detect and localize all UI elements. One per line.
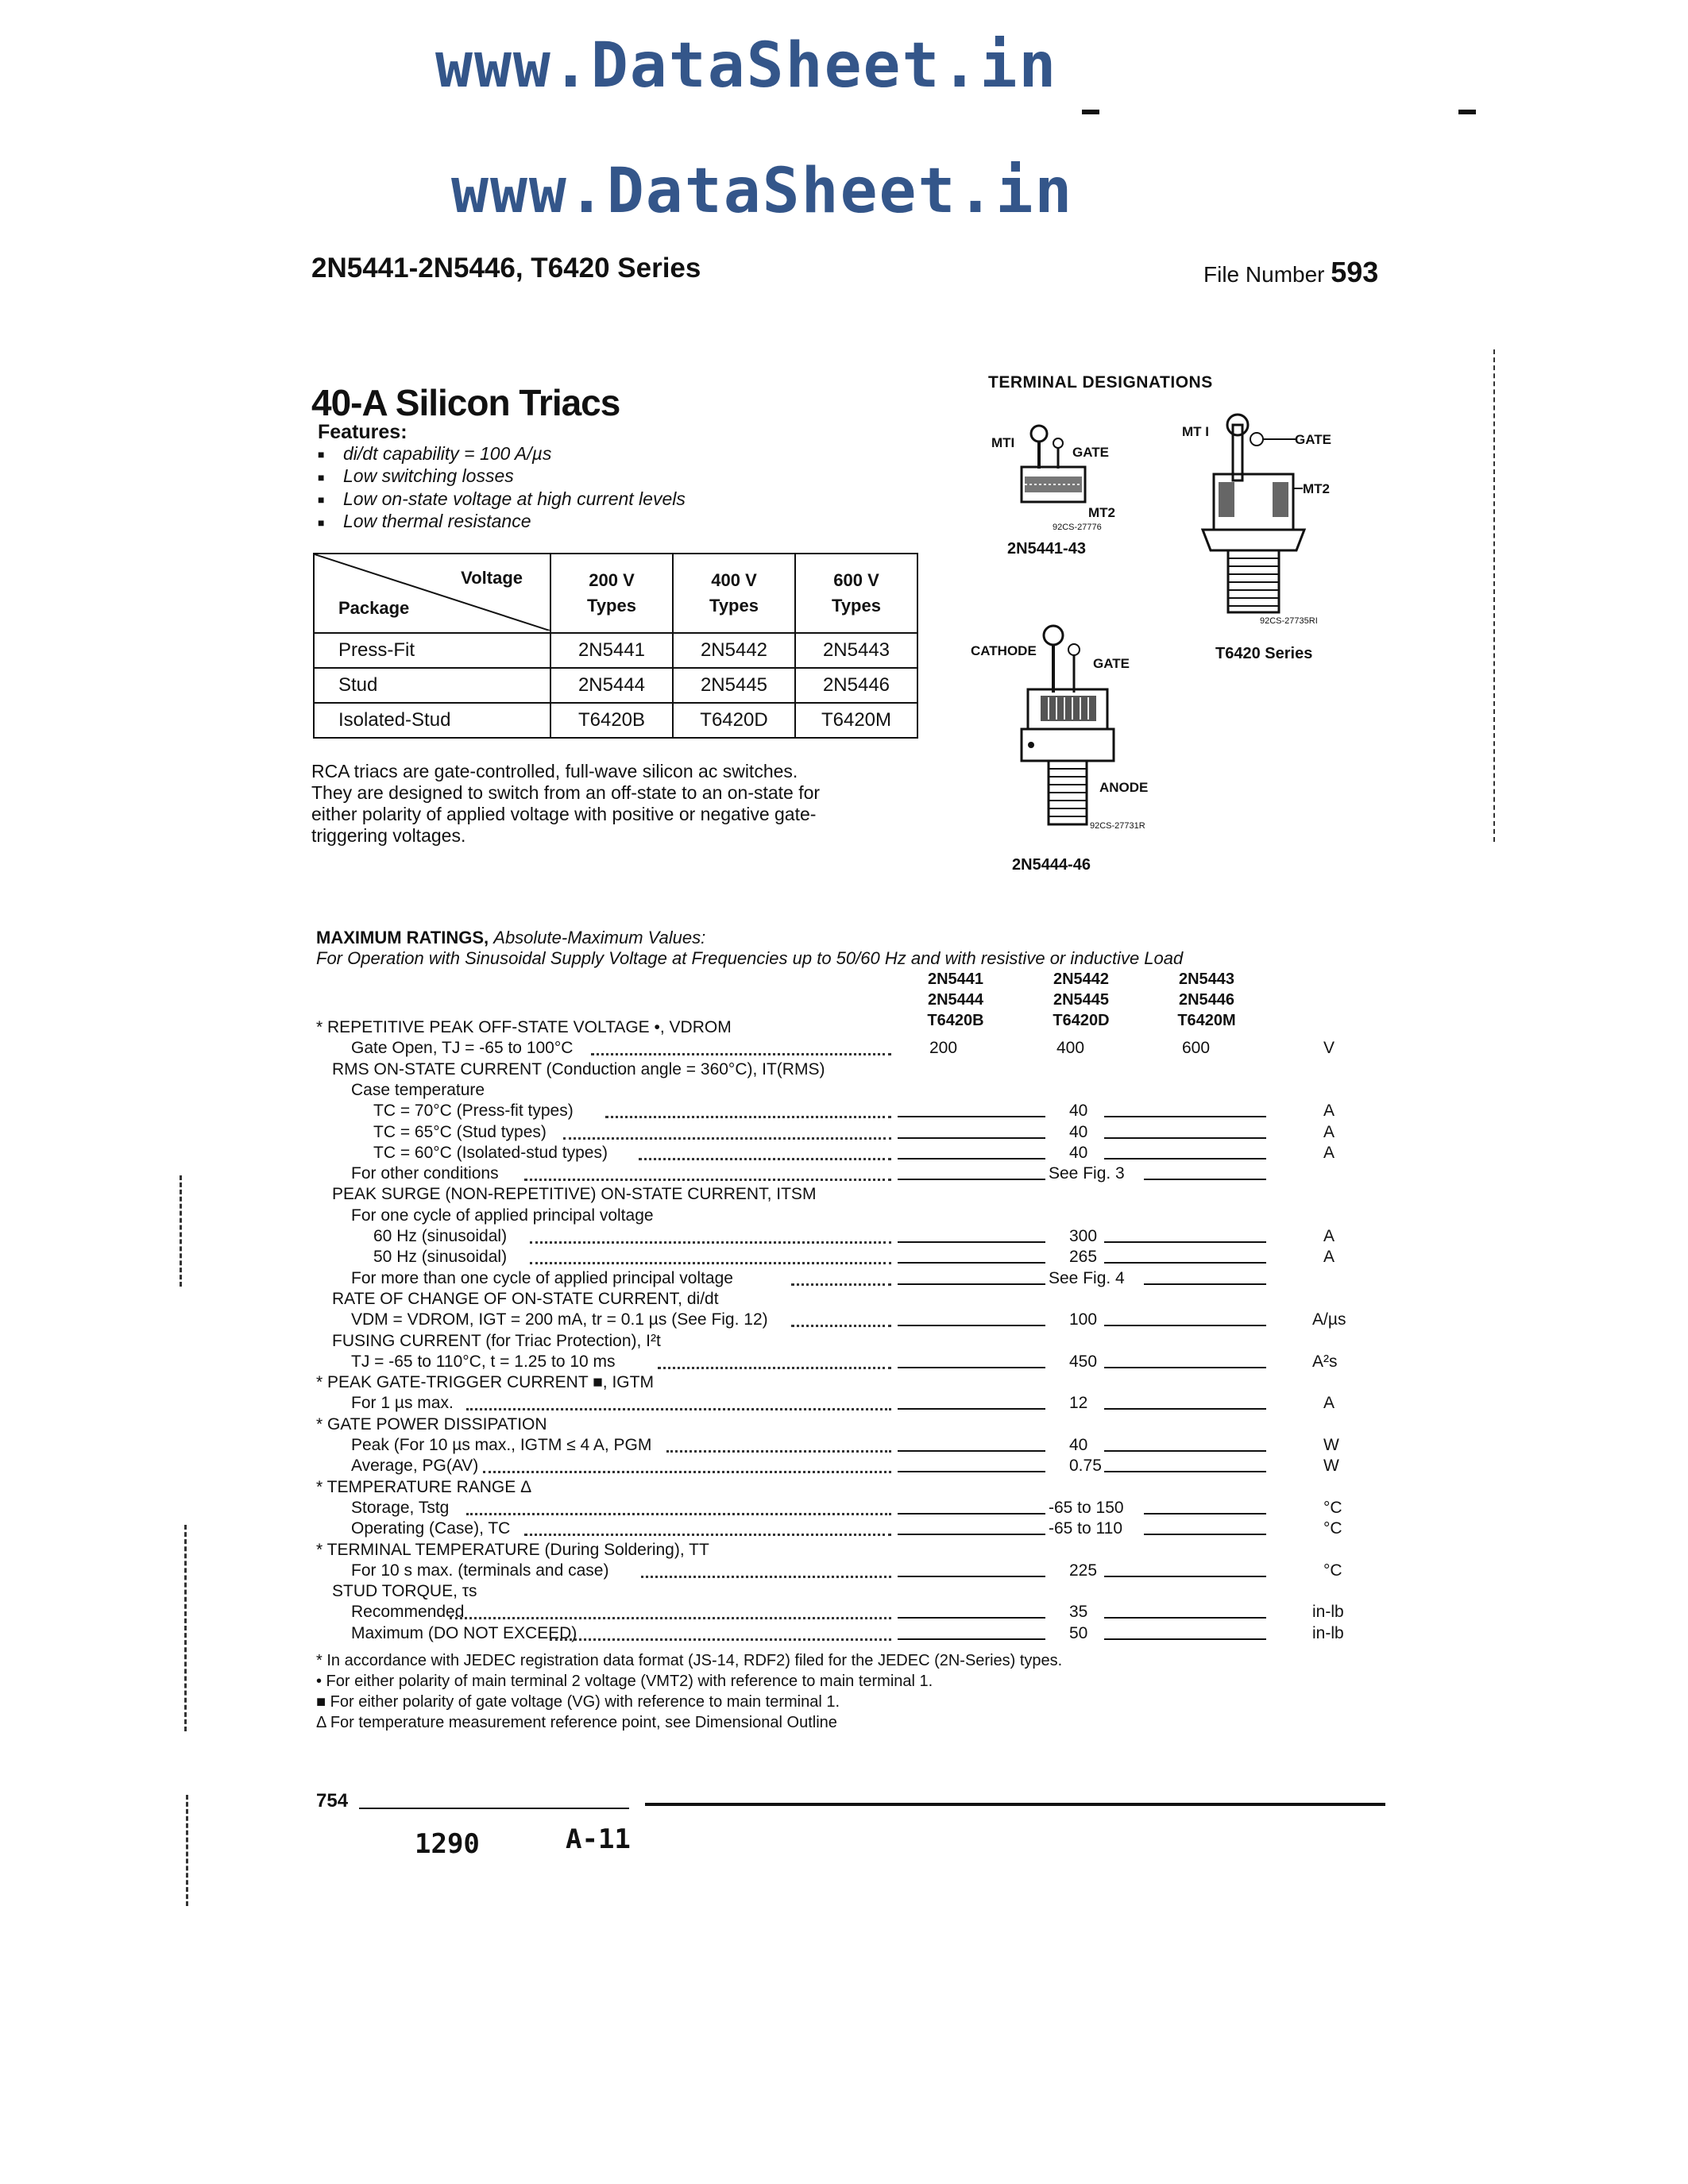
rating-value: 0.75	[1069, 1457, 1102, 1476]
value-leader-line	[898, 1283, 1045, 1285]
file-number-label: File Number	[1203, 262, 1325, 287]
leader-dots	[639, 1158, 892, 1160]
table-row	[314, 703, 917, 738]
value-leader-line	[1144, 1179, 1266, 1180]
rating-value: 12	[1069, 1394, 1088, 1413]
rating-label: TC = 70°C (Press-fit types)	[373, 1102, 574, 1121]
file-number-value: 593	[1331, 256, 1379, 288]
rating-value: -65 to 110	[1049, 1519, 1123, 1538]
value-leader-line	[1144, 1513, 1266, 1515]
value-leader-line	[898, 1576, 1045, 1577]
ratings-subheading: For Operation with Sinusoidal Supply Voltage at Frequencies up to 50/60 Hz and with resistive or inductive Load	[316, 948, 1184, 968]
footnote: ■ For either polarity of gate voltage (VG) with reference to main terminal 1.	[316, 1693, 840, 1711]
scan-mark	[1082, 110, 1099, 114]
fig3-cathode-label: CATHODE	[971, 643, 1037, 658]
value-leader-line	[898, 1408, 1045, 1410]
cell: T6420B	[550, 703, 673, 738]
rating-value: -65 to 150	[1049, 1498, 1124, 1517]
rating-label: For 1 µs max.	[351, 1394, 454, 1413]
rating-unit: in-lb	[1312, 1623, 1344, 1642]
cell: 2N5444	[550, 668, 673, 703]
rating-label: Recommended	[351, 1603, 465, 1622]
rating-value: 265	[1069, 1248, 1098, 1267]
value-leader-line	[1144, 1283, 1266, 1285]
footnote: Δ For temperature measurement reference point, see Dimensional Outline	[316, 1714, 837, 1731]
rating-unit: °C	[1323, 1519, 1342, 1538]
fig1-mt1-label: MTI	[991, 435, 1015, 450]
rating-label: TJ = -65 to 110°C, t = 1.25 to 10 ms	[351, 1352, 616, 1371]
fig1-code: 92CS-27776	[1053, 523, 1102, 532]
value-leader-line	[898, 1471, 1045, 1472]
value-leader-line	[1104, 1158, 1266, 1160]
header-voltage: Voltage	[461, 568, 523, 588]
fig3-caption: 2N5444-46	[1012, 856, 1091, 874]
watermark-line-2: www.DataSheet.in	[451, 156, 1074, 227]
ratings-col-200v: 2N5441 2N5444 T6420B	[927, 970, 984, 1029]
rating-unit: A	[1323, 1102, 1335, 1121]
col-600v: 600 V Types	[795, 554, 917, 633]
rating-label: Maximum (DO NOT EXCEED)	[351, 1623, 577, 1642]
handwritten-note-1: 1290	[415, 1828, 480, 1860]
footnote: • For either polarity of main terminal 2 voltage (VMT2) with reference to main terminal 1.	[316, 1673, 933, 1690]
rating-label: * PEAK GATE-TRIGGER CURRENT ■, IGTM	[316, 1373, 654, 1392]
page-number: 754	[316, 1790, 349, 1812]
value-leader-line	[898, 1179, 1045, 1180]
value-leader-line	[1104, 1450, 1266, 1452]
rating-label: RMS ON-STATE CURRENT (Conduction angle = 360°C), IT(RMS)	[332, 1059, 825, 1078]
value-leader-line	[898, 1617, 1045, 1619]
rating-value: 300	[1069, 1227, 1098, 1245]
rating-unit: V	[1323, 1039, 1335, 1058]
rating-value: See Fig. 3	[1049, 1164, 1125, 1183]
press-fit-package-drawing	[1017, 421, 1096, 516]
rating-unit: W	[1323, 1436, 1339, 1454]
leader-dots	[658, 1367, 891, 1369]
rating-label: 60 Hz (sinusoidal)	[373, 1227, 508, 1245]
value-leader-line	[898, 1534, 1045, 1535]
fig2-gate-label: GATE	[1295, 432, 1331, 447]
value-leader-line	[898, 1158, 1045, 1160]
fig1-caption: 2N5441-43	[1007, 540, 1086, 558]
leader-dots	[605, 1116, 892, 1118]
rating-label: * TERMINAL TEMPERATURE (During Soldering), TT	[316, 1540, 709, 1559]
rating-unit: °C	[1323, 1561, 1342, 1580]
fig2-mt2-label: MT2	[1303, 481, 1330, 496]
table-row	[314, 668, 917, 703]
rating-unit: A	[1323, 1227, 1335, 1245]
rating-label: RATE OF CHANGE OF ON-STATE CURRENT, di/dt	[332, 1289, 719, 1308]
rating-value: 40	[1069, 1143, 1088, 1162]
rating-unit: W	[1323, 1457, 1339, 1476]
cell: 2N5445	[673, 668, 795, 703]
value-leader-line	[1104, 1367, 1266, 1368]
ratings-heading: MAXIMUM RATINGS, Absolute-Maximum Values:	[316, 928, 706, 947]
leader-dots	[591, 1053, 891, 1055]
rating-label: VDM = VDROM, IGT = 200 mA, tr = 0.1 µs (See Fig. 12)	[351, 1310, 768, 1329]
scan-artifact	[180, 1175, 182, 1287]
value-leader-line	[1104, 1137, 1266, 1139]
value-leader-line	[898, 1367, 1045, 1368]
cell: 2N5441	[550, 633, 673, 668]
footer-rule	[359, 1808, 629, 1809]
rating-value: See Fig. 4	[1049, 1268, 1125, 1287]
col-400v: 400 V Types	[673, 554, 795, 633]
rating-value: 450	[1069, 1352, 1098, 1371]
cell: 2N5446	[795, 668, 917, 703]
rating-label: * TEMPERATURE RANGE Δ	[316, 1477, 532, 1496]
rating-unit: °C	[1323, 1498, 1342, 1517]
series-title: 2N5441-2N5446, T6420 Series	[311, 253, 701, 284]
value-leader-line	[898, 1638, 1045, 1640]
leader-dots	[791, 1325, 891, 1327]
value-leader-line	[898, 1325, 1045, 1326]
value-leader-line	[1104, 1116, 1266, 1117]
description: RCA triacs are gate-controlled, full-wave silicon ac switches. They are designed to switch from an off-state to an on-state for either polarity of applied voltage with positive or negative gate-triggering voltages.	[311, 761, 821, 846]
rating-value: 40	[1069, 1436, 1088, 1454]
rating-label: FUSING CURRENT (for Triac Protection), I²t	[332, 1331, 661, 1350]
fig1-gate-label: GATE	[1072, 445, 1109, 460]
fig2-code: 92CS-27735RI	[1260, 616, 1318, 626]
rating-label: TC = 60°C (Isolated-stud types)	[373, 1143, 608, 1162]
rating-value: 40	[1069, 1102, 1088, 1121]
cell: T6420D	[673, 703, 795, 738]
fig3-anode-label: ANODE	[1099, 780, 1149, 795]
value-leader-line	[1104, 1576, 1266, 1577]
voltage-package-header	[314, 554, 550, 633]
value-leader-line	[1104, 1617, 1266, 1619]
leader-dots	[530, 1241, 891, 1244]
value-leader-line	[898, 1137, 1045, 1139]
rating-unit: A/µs	[1312, 1310, 1346, 1329]
cell-package: Isolated-Stud	[314, 703, 550, 738]
rating-label: Case temperature	[351, 1080, 485, 1099]
leader-dots	[466, 1513, 892, 1515]
feature-item: ■ di/dt capability = 100 A/µs	[318, 443, 686, 465]
fig2-caption: T6420 Series	[1215, 645, 1313, 662]
table-header-row	[314, 554, 917, 633]
leader-dots	[550, 1638, 892, 1641]
value-leader-line	[898, 1513, 1045, 1515]
rating-label: Average, PG(AV)	[351, 1457, 479, 1476]
cell: T6420M	[795, 703, 917, 738]
rating-value: 100	[1069, 1310, 1098, 1329]
header-package: Package	[338, 598, 410, 618]
scan-artifact	[184, 1525, 187, 1731]
leader-dots	[641, 1576, 891, 1578]
terminal-designations-title: TERMINAL DESIGNATIONS	[988, 373, 1213, 392]
cell-package: Press-Fit	[314, 633, 550, 668]
scan-artifact	[186, 1795, 188, 1906]
rating-label: For other conditions	[351, 1164, 499, 1183]
watermark-line-1: www.DataSheet.in	[435, 30, 1058, 102]
rating-unit: A	[1323, 1122, 1335, 1141]
rating-unit: in-lb	[1312, 1603, 1344, 1622]
leader-dots	[450, 1617, 892, 1619]
value-leader-line	[898, 1262, 1045, 1264]
value-leader-line	[1144, 1534, 1266, 1535]
rating-label: For one cycle of applied principal voltage	[351, 1206, 654, 1225]
value-leader-line	[1104, 1325, 1266, 1326]
feature-item: ■ Low on-state voltage at high current levels	[318, 488, 686, 511]
table-row	[314, 633, 917, 668]
rating-label: For more than one cycle of applied principal voltage	[351, 1268, 733, 1287]
rating-value: 40	[1069, 1122, 1088, 1141]
leader-dots	[791, 1283, 891, 1286]
col-200v: 200 V Types	[550, 554, 673, 633]
rating-label: * REPETITIVE PEAK OFF-STATE VOLTAGE •, VDROM	[316, 1018, 732, 1036]
value-leader-line	[1104, 1471, 1266, 1472]
scan-artifact	[1493, 349, 1495, 842]
ratings-col-600v: 2N5443 2N5446 T6420M	[1177, 970, 1236, 1029]
rating-label: 50 Hz (sinusoidal)	[373, 1248, 508, 1267]
rating-label: Peak (For 10 µs max., IGTM ≤ 4 A, PGM	[351, 1436, 652, 1454]
feature-item: ■ Low switching losses	[318, 465, 686, 488]
cell-package: Stud	[314, 668, 550, 703]
rating-label: PEAK SURGE (NON-REPETITIVE) ON-STATE CURRENT, ITSM	[332, 1185, 817, 1204]
handwritten-note-2: A-11	[566, 1823, 631, 1855]
cell: 2N5442	[673, 633, 795, 668]
rating-value: 200	[929, 1039, 958, 1058]
value-leader-line	[1104, 1638, 1266, 1640]
page-title: 40-A Silicon Triacs	[311, 382, 620, 423]
rating-unit: A	[1323, 1394, 1335, 1413]
leader-dots	[563, 1137, 891, 1140]
value-leader-line	[1104, 1262, 1266, 1264]
rating-label: Storage, Tstg	[351, 1498, 450, 1517]
ratings-col-400v: 2N5442 2N5445 T6420D	[1053, 970, 1110, 1029]
rating-label: TC = 65°C (Stud types)	[373, 1122, 547, 1141]
rating-unit: A	[1323, 1248, 1335, 1267]
value-leader-line	[898, 1241, 1045, 1243]
leader-dots	[666, 1450, 892, 1453]
leader-dots	[483, 1471, 892, 1473]
value-leader-line	[898, 1450, 1045, 1452]
rating-value: 225	[1069, 1561, 1098, 1580]
fig2-mt1-label: MT I	[1182, 424, 1209, 439]
rating-value: 400	[1056, 1039, 1085, 1058]
leader-dots	[524, 1534, 891, 1536]
rating-value: 35	[1069, 1603, 1088, 1622]
value-leader-line	[898, 1116, 1045, 1117]
rating-label: For 10 s max. (terminals and case)	[351, 1561, 609, 1580]
feature-item: ■ Low thermal resistance	[318, 511, 686, 533]
rating-value: 50	[1069, 1623, 1088, 1642]
leader-dots	[524, 1179, 891, 1181]
rating-unit: A	[1323, 1143, 1335, 1162]
value-leader-line	[1104, 1241, 1266, 1243]
package-table	[313, 553, 918, 739]
cell: 2N5443	[795, 633, 917, 668]
value-leader-line	[1104, 1408, 1266, 1410]
rating-label: Gate Open, TJ = -65 to 100°C	[351, 1039, 574, 1058]
features-heading: Features:	[318, 421, 408, 443]
features-list	[318, 443, 686, 534]
fig3-code: 92CS-27731R	[1090, 821, 1145, 831]
leader-dots	[530, 1262, 891, 1264]
fig3-gate-label: GATE	[1093, 656, 1130, 671]
rating-label: Operating (Case), TC	[351, 1519, 511, 1538]
rating-label: STUD TORQUE, τs	[332, 1582, 477, 1601]
footnote: * In accordance with JEDEC registration data format (JS-14, RDF2) filed for the JEDEC (2N-Series) types.	[316, 1652, 1063, 1669]
leader-dots	[466, 1408, 892, 1410]
rating-value: 600	[1182, 1039, 1211, 1058]
scan-mark	[1458, 110, 1476, 114]
fig1-mt2-label: MT2	[1088, 505, 1115, 520]
file-number	[1203, 256, 1378, 289]
footer-rule	[645, 1803, 1385, 1806]
rating-unit: A²s	[1312, 1352, 1338, 1371]
rating-label: * GATE POWER DISSIPATION	[316, 1414, 547, 1433]
